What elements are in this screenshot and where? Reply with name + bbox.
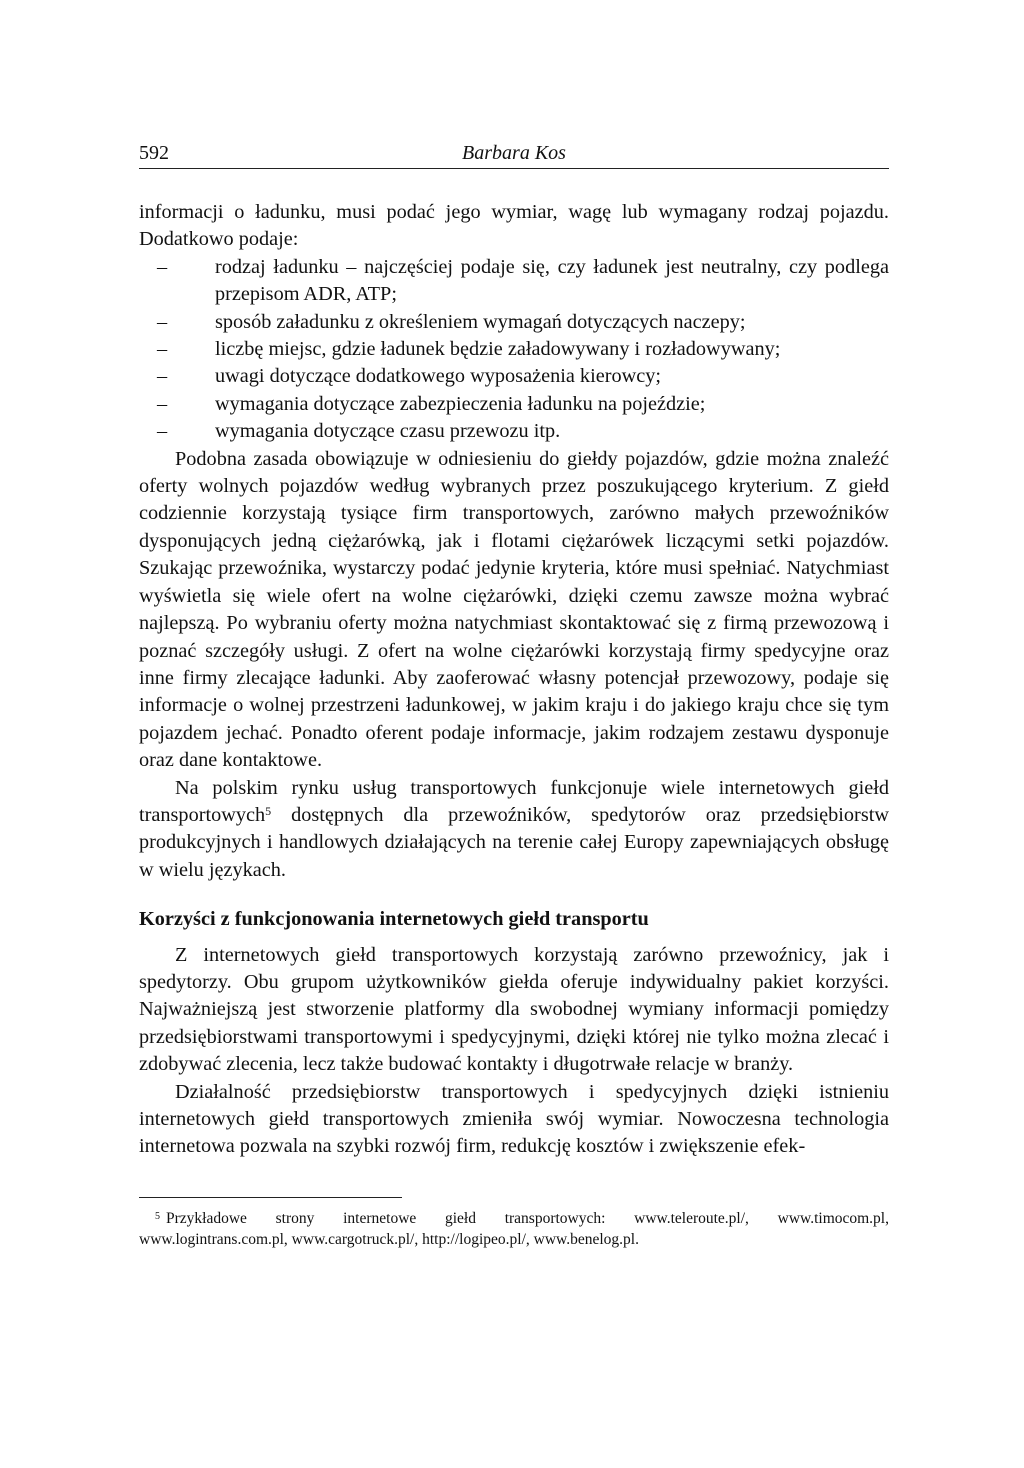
list-item — [139, 309, 889, 336]
footnote-divider — [139, 1197, 402, 1198]
dash-bullet: – — [157, 365, 168, 388]
intro-paragraph: informacji o ładunku, musi podać jego wymiar, wagę lub wymagany rodzaj pojazdu. Dodatkowo podaje: — [139, 201, 889, 251]
dash-bullet: – — [157, 310, 168, 333]
body-text — [139, 199, 889, 1250]
list-item — [139, 336, 889, 363]
list-item-text: wymagania dotyczące czasu przewozu itp. — [215, 420, 561, 443]
list-item-text: sposób załadunku z określeniem wymagań dotyczących naczepy; — [215, 310, 746, 333]
paragraph-polish-market-end: dostępnych dla przewoźników, spedytorów oraz przedsiębiorstw produkcyjnych i handlowych działających na terenie całej Europy zapewniających obsługę w wielu językach. — [139, 803, 889, 881]
footnote-reference: 5 — [265, 803, 272, 818]
paragraph-polish-market-start: Na polskim rynku usług transportowych funkcjonuje wiele internetowych giełd transportowych — [139, 776, 889, 826]
dash-bullet: – — [157, 255, 168, 278]
list-item — [139, 418, 889, 445]
footnote — [139, 1208, 889, 1250]
list-item-text: liczbę miejsc, gdzie ładunek będzie załadowywany i rozładowywany; — [215, 338, 781, 361]
list-item — [139, 254, 889, 309]
footnote-mark: 5 — [155, 1210, 160, 1222]
dash-bullet: – — [157, 392, 168, 415]
list-item-text: uwagi dotyczące dodatkowego wyposażenia kierowcy; — [215, 365, 662, 388]
section-heading: Korzyści z funkcjonowania internetowych giełd transportu — [139, 908, 649, 931]
paragraph-vehicle-exchange: Podobna zasada obowiązuje w odniesieniu do giełdy pojazdów, gdzie można znaleźć oferty wolnych pojazdów według wybranych przez poszukującego kryterium. Z giełd codziennie korzystają tysiące firm transportowych, zarówno małych przewoźników dysponujących jedną ciężarówką, jak i flotami ciężarówek liczącymi setki pojazdów. Szukając przewoźnika, wystarczy podać jedynie kryteria, które musi spełniać. Natychmiast wyświetla się wiele ofert na wolne ciężarówki, dzięki czemu zawsze można wybrać najlepszą. Po wybraniu oferty można natychmiast skontaktować się z firmą przewozową i poznać szczegóły usługi. Z ofert na wolne ciężarówki korzystają firmy spedycyjne oraz inne firmy zlecające ładunki. Aby zaoferować własny potencjał przewozowy, podaje się informacje o wolnej przestrzeni ładunkowej, w jakim kraju i do jakiego kraju chce się tym pojazdem jechać. Ponadto oferent podaje informacje, jakim rodzajem zestawu dysponuje oraz dane kontaktowe. — [139, 447, 889, 772]
running-title: Barbara Kos — [462, 142, 566, 164]
list-item-text: wymagania dotyczące zabezpieczenia ładunku na pojeździe; — [215, 392, 706, 415]
paragraph-benefits: Z internetowych giełd transportowych korzystają zarówno przewoźnicy, jak i spedytorzy. Obu grupom użytkowników giełda oferuje indywidualny pakiet korzyści. Najważniejszą jest stworzenie platformy dla swobodnej wymiany informacji pomiędzy przedsiębiorstwami transportowymi i spedycyjnymi, dzięki której nie tylko można zlecać i zdobywać zlecenia, lecz także budować kontakty i długotrwałe relacje w branży. — [139, 943, 889, 1076]
footnote-text: Przykładowe strony internetowe giełd transportowych: www.teleroute.pl/, www.timocom.pl, www.logintrans.com.pl, www.cargotruck.pl/, http://logipeo.pl/, www.benelog.pl. — [139, 1209, 889, 1248]
page-number: 592 — [139, 142, 169, 164]
requirements-list — [139, 254, 889, 446]
list-item — [139, 391, 889, 418]
page — [139, 138, 889, 1265]
list-item-text: rodzaj ładunku – najczęściej podaje się, czy ładunek jest neutralny, czy podlega przepisom ADR, ATP; — [215, 255, 889, 306]
dash-bullet: – — [157, 420, 168, 443]
paragraph-activity: Działalność przedsiębiorstw transportowych i spedycyjnych dzięki istnieniu internetowych giełd transportowych zmieniła swój wymiar. Nowoczesna technologia internetowa pozwala na szybki rozwój firm, redukcję kosztów i zwiększenie efek- — [139, 1080, 889, 1158]
paragraph-polish-market — [139, 775, 889, 885]
list-item — [139, 363, 889, 390]
dash-bullet: – — [157, 338, 168, 361]
running-head — [139, 138, 889, 169]
